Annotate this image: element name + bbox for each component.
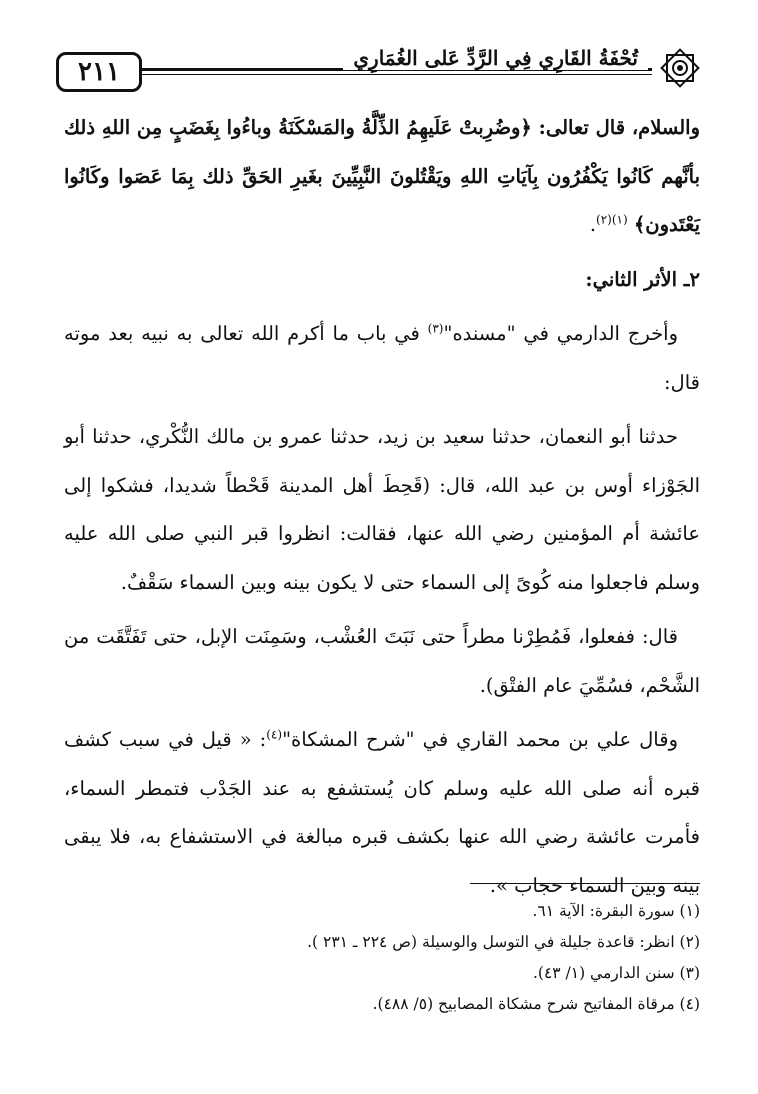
star-ornament-icon xyxy=(658,46,702,90)
footnote-item: (٤) مرقاة المفاتيح شرح مشكاة المصابيح (٥/ ٤٨٨). xyxy=(372,995,700,1013)
page-header xyxy=(56,40,702,100)
section-heading: ٢ـ الأثر الثاني: xyxy=(585,267,700,291)
paragraph-qari-quote: : « قيل في سبب كشف قبره أنه صلى الله عليه وسلم كان يُستشفع به عند الجَدْب فتمطر السماء، فأمرت عائشة رضي الله عنها بكشف قبره مبالغة في الاستشفاع به، فلا يبقى بينه وبين السماء حجاب ». xyxy=(64,728,700,897)
footnote-item: (٣) سنن الدارمي (١/ ٤٣). xyxy=(532,964,700,982)
main-text xyxy=(64,104,700,916)
paragraph-darimi-start: وأخرج الدارمي في "مسنده" xyxy=(443,322,678,345)
footnotes xyxy=(60,896,700,1020)
header-rule-thin xyxy=(142,74,652,75)
sentence-end: . xyxy=(589,213,597,236)
paragraph-hadith-chain: حدثنا أبو النعمان، حدثنا سعيد بن زيد، حدثنا عمرو بن مالك النُّكْري، حدثنا أبو الجَوْزاء أوس بن عبد الله، قال: (قَحِطَ أهل المدينة قَحْطاً شديدا، فشكوا إلى عائشة أم المؤمنين رضي الله عنها، فقالت: انظروا قبر النبي صلى الله عليه وسلم فاجعلوا منه كُوىً إلى السماء حتى لا يكون بينه وبين السماء سَقْفٌ. xyxy=(64,425,700,594)
footnote-ref-4: (٤) xyxy=(266,727,283,742)
footnote-item: (٢) انظر: قاعدة جليلة في التوسل والوسيلة (ص ٢٢٤ ـ ٢٣١ ). xyxy=(307,933,700,951)
footnote-ref-3: (٣) xyxy=(427,321,444,336)
quran-verse-text: والسلام، قال تعالى: ﴿وضُرِبتْ عَلَيهِمُ الذِّلَّةُ والمَسْكَنَةُ وباءُوا بِغَضَبٍ مِن اللهِ ذلك بأنَّهم كَانُوا يَكْفُرُون بِآيَاتِ اللهِ ويَقْتُلونَ النَّبِيِّينَ بغَيرِ الحَقِّ ذلك بِمَا عَصَوا وكَانُوا يَعْتَدون﴾ xyxy=(64,116,700,236)
paragraph-darimi xyxy=(64,310,700,407)
footnote-divider xyxy=(470,883,700,884)
book-title: تُحْفَةُ القَارِي فِي الرَّدِّ عَلى الغُمَارِي xyxy=(343,46,648,70)
paragraph-qari xyxy=(64,716,700,910)
paragraph-quran-verse xyxy=(64,104,700,250)
footnote-item: (١) سورة البقرة: الآية ٦١. xyxy=(532,902,700,920)
paragraph-rain: قال: ففعلوا، فَمُطِرْنا مطراً حتى نَبَتَ العُشْب، وسَمِنَت الإبل، حتى تَفَتَّقَت من الشَّحْم، فسُمِّيَ عام الفتْق). xyxy=(64,625,700,697)
footnote-ref-1-2: (١)(٢) xyxy=(596,212,628,227)
paragraph-darimi-end: في باب ما أكرم الله تعالى به نبيه بعد موته قال: xyxy=(64,322,700,394)
page-number: ٢١١ xyxy=(56,52,142,92)
paragraph-qari-start: وقال علي بن محمد القاري في "شرح المشكاة" xyxy=(282,728,678,751)
